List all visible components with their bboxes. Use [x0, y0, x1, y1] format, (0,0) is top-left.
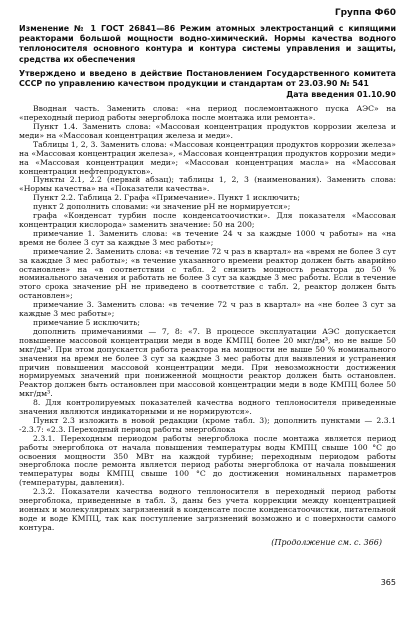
paragraph: пункт 2 дополнить словами: «и значение рН не нормируется»;: [33, 202, 291, 212]
paragraph: Вводная часть. Заменить слова: «на период послемонтажного пуска АЭС» на «переходный период работы энергоблока после монтажа или ремонта».: [19, 104, 396, 123]
paragraph: примечание 5 исключить;: [33, 317, 140, 327]
paragraph: Пункт 1.4. Заменить слова: «Массовая концентрация продуктов коррозии железа и меди» на «Массовая концентрация железа и меди».: [19, 122, 396, 140]
group-code: Группа Ф60: [334, 8, 396, 18]
paragraph: примечание 2. Заменить слова: «в течение 72 ч раз в квартал» на «время не более 3 сут за каждые 3 мес работы»; «в течение указанного времени реактор должен быть аварийно остановлен» на «в соответствии с табл. 2 снизить мощность реактора до 50 % номинального значения и работать не более 3 сут за каждые 3 мес работы. Если в течение этого срока значение рН не приведено в соответствие с табл. 2, реактор должен быть остановлен»;: [19, 246, 396, 301]
approval-statement: Утверждено и введено в действие Постановлением Государственного комитета СССР по управлению качеством продукции и стандартам от 23.03.90 № 541: [19, 68, 396, 89]
continuation-note: (Продолжение см. с. 366): [271, 537, 382, 547]
paragraph: графа «Конденсат турбин после конденсатоочистки». Для показателя «Массовая концентрация кислорода» заменить значение: 50 на 200;: [19, 211, 396, 229]
paragraph: 8. Для контролируемых показателей качества водного теплоносителя приведенные значения являются индикаторными и не нормируются».: [19, 398, 396, 417]
paragraph: примечание 3. Заменить слова: «в течение 72 ч раз в квартал» на «не более 3 сут за каждые 3 мес работы»;: [19, 300, 396, 319]
body-text: [19, 105, 396, 533]
paragraph: 2.3.1. Переходным периодом работы энергоблока после монтажа является период работы энергоблока от начала повышения температуры воды КМПЦ свыше 100 °С до освоения мощности 350 МВт на каждой турбине; переходным периодом работы энергоблока после ремонта является период работы энергоблока от начала повышения температуры воды КМПЦ свыше 100 °С до достижения номинальных параметров (температуры, давления).: [19, 433, 396, 488]
paragraph: Таблицы 1, 2, 3. Заменить слова: «Массовая концентрация продуктов коррозии железа» на «Массовая концентрация железа», «Массовая концентрация продуктов коррозии меди» на «Массовая концентрация меди»; «Массовая концентрация масла» на «Массовая концентрация нефтепродуктов».: [19, 139, 396, 176]
paragraph: Пункты 2.1, 2.2 (первый абзац); таблицы 1, 2, 3 (наименования). Заменить слова: «Нормы качества» на «Показатели качества».: [19, 175, 396, 194]
paragraph: 2.3.2. Показатели качества водного теплоносителя в переходный период работы энергоблока, приведенные в табл. 3, даны без учета коррекции между концентрацией ионных и молекулярных загрязнений в конденсате после конденсатоочистки, питательной воде и воде КМПЦ, так как поступление загрязнений возможно и с поверхности самого контура.: [19, 487, 396, 532]
paragraph: Пункт 2.2. Таблица 2. Графа «Примечание». Пункт 1 исключить;: [33, 193, 300, 203]
amendment-title: Изменение № 1 ГОСТ 26841—86 Режим атомных электростанций с кипящими реакторами большой мощности водно-химический. Нормы качества водного теплоносителя основного контура и контура системы управления и защиты, средства их обеспечения: [19, 24, 396, 64]
paragraph: дополнить примечаниями — 7, 8: «7. В процессе эксплуатации АЭС допускается повышение массовой концентрации меди в воде КМПЦ более 20 мкг/дм³, но не выше 50 мкг/дм³. При этом допускается работа реактора на мощности не выше 50 % номинального значения на время не более 3 сут за каждые 3 мес работы для выявления и устранения причин повышения массовой концентрации меди. При невозможности достижения нормируемых значений при пониженной мощности реактор должен быть остановлен. Реактор должен быть остановлен при массовой концентрации меди в воде КМПЦ более 50 мкг/дм³.: [19, 326, 396, 399]
paragraph: Пункт 2.3 изложить в новой редакции (кроме табл. 3); дополнить пунктами — 2.3.1 -2.3.7: «2.3. Переходный период работы энергоблока: [19, 415, 396, 434]
effective-date: Дата введения 01.10.90: [286, 90, 396, 100]
paragraph: примечание 1. Заменить слова: «в течение 24 ч за каждые 1000 ч работы» на «на время не более 3 сут за каждые 3 мес работы»;: [19, 228, 396, 247]
page-number: 365: [380, 578, 396, 587]
